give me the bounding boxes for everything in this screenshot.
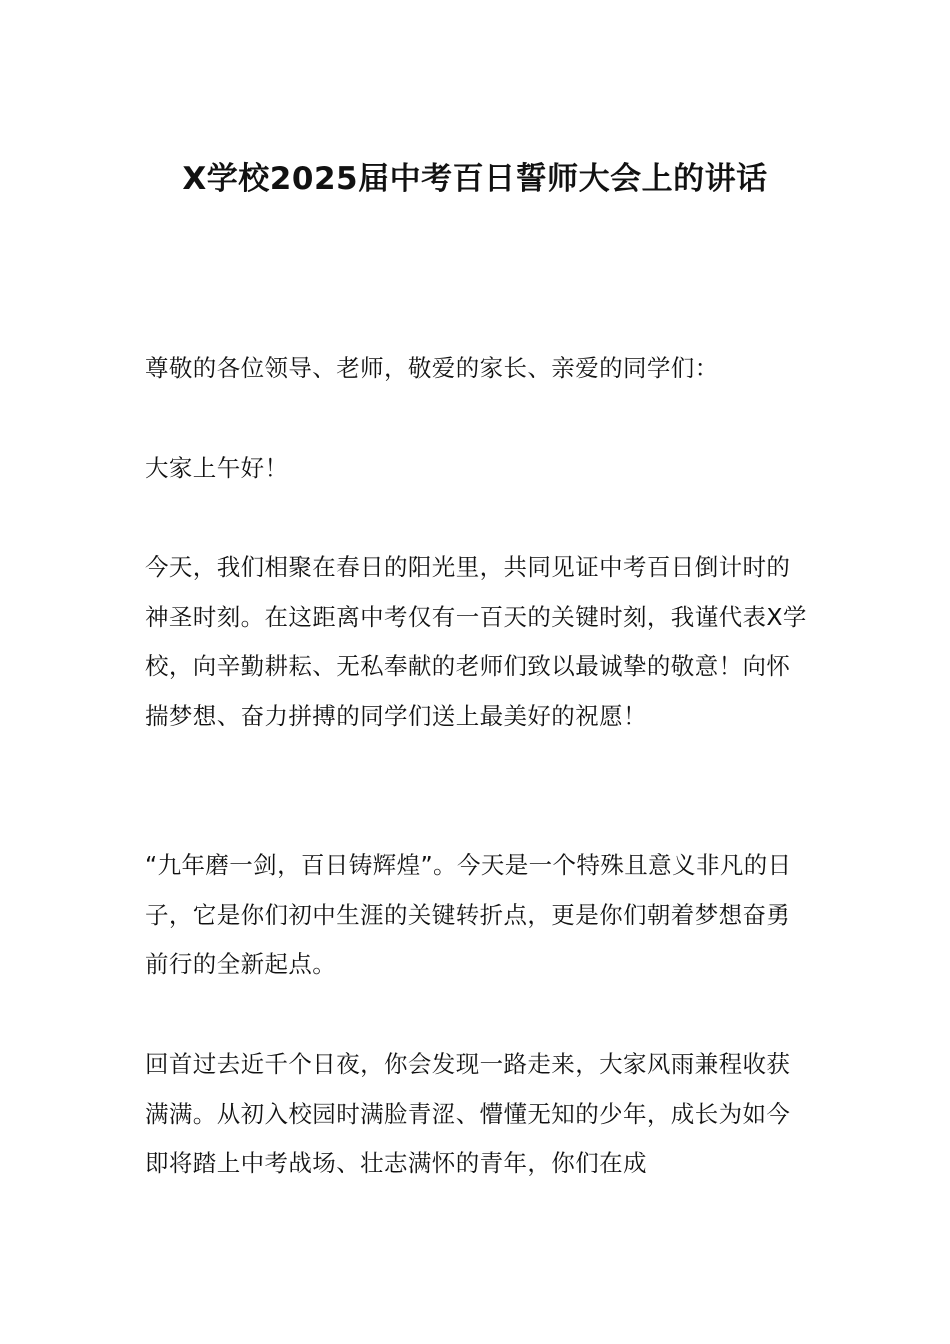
paragraph-review: 回首过去近千个日夜，你会发现一路走来，大家风雨兼程收获满满。从初入校园时满脸青涩、懵懂无知的少年，成长为如今即将踏上中考战场、壮志满怀的青年，你们在成 [145, 1050, 791, 1177]
paragraph-salutation: 尊敬的各位领导、老师，敬爱的家长、亲爱的同学们： [145, 354, 719, 382]
document-title: X学校2025届中考百日誓师大会上的讲话 [182, 161, 768, 197]
paragraph-opening: 今天，我们相聚在春日的阳光里，共同见证中考百日倒计时的神圣时刻。在这距离中考仅有一百天的关键时刻，我谨代表X学校，向辛勤耕耘、无私奉献的老师们致以最诚挚的敬意！向怀揣梦想、奋力拼搏的同学们送上最美好的祝愿！ [145, 553, 807, 730]
paragraph-greeting: 大家上午好！ [145, 454, 289, 482]
paragraph-quote: “九年磨一剑，百日铸辉煌”。今天是一个特殊且意义非凡的日子，它是你们初中生涯的关键转折点，更是你们朝着梦想奋勇前行的全新起点。 [145, 851, 792, 978]
